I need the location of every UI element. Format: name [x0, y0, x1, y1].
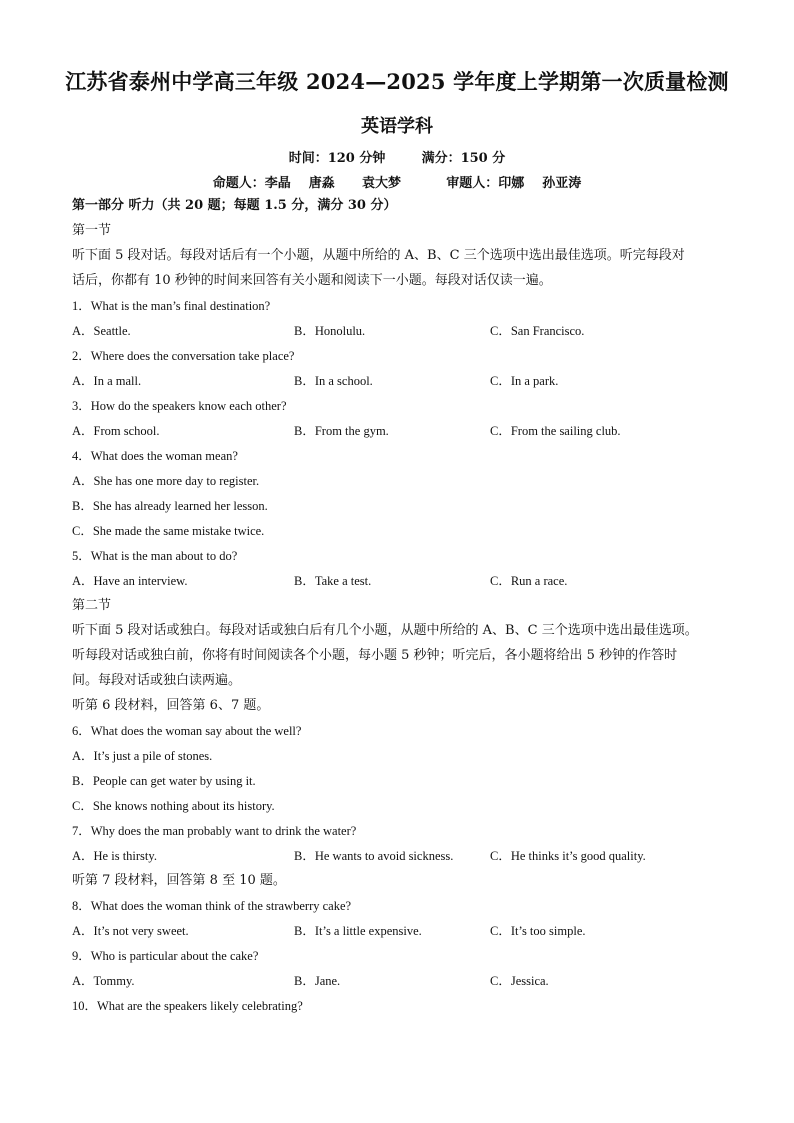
- material-6-note: 听第 6 段材料，回答第 6、7 题。: [72, 698, 270, 713]
- option-c: C．From the sailing club.: [490, 424, 621, 438]
- part1-heading: 第一部分 听力（共 20 题；每题 1.5 分，满分 30 分）: [72, 198, 397, 213]
- option-c: C．She made the same mistake twice.: [72, 524, 265, 538]
- option-a: A．It’s not very sweet.: [72, 924, 189, 938]
- authors-line: 命题人：李晶 唐淼 袁大梦 审题人：印娜 孙亚涛: [212, 176, 582, 191]
- option-c: C．Run a race.: [490, 574, 568, 588]
- question-3: 3．How do the speakers know each other?: [72, 399, 287, 413]
- option-c: C．In a park.: [490, 374, 559, 388]
- question-2: 2．Where does the conversation take place?: [72, 349, 295, 363]
- options-row-9: [72, 972, 732, 990]
- section2-instruction-line: 听每段对话或独白前，你将有时间阅读各个小题，每小题 5 秒钟；听完后，各小题将给出 5 秒钟的作答时: [72, 648, 678, 663]
- option-c: C．He thinks it’s good quality.: [490, 849, 646, 863]
- option-b: B．She has already learned her lesson.: [72, 499, 268, 513]
- question-7: 7．Why does the man probably want to drink the water?: [72, 824, 357, 838]
- options-row-5: [72, 572, 732, 590]
- option-a: A．Seattle.: [72, 324, 131, 338]
- option-b: B．He wants to avoid sickness.: [294, 849, 454, 863]
- material-7-note: 听第 7 段材料，回答第 8 至 10 题。: [72, 873, 286, 888]
- question-8: 8．What does the woman think of the strawberry cake?: [72, 899, 352, 913]
- question-10: 10．What are the speakers likely celebrating?: [72, 999, 303, 1013]
- question-9: 9．Who is particular about the cake?: [72, 949, 259, 963]
- option-c: C．San Francisco.: [490, 324, 585, 338]
- option-a: A．Have an interview.: [72, 574, 188, 588]
- subject-title: 英语学科: [361, 116, 433, 137]
- section1-instruction-line: 话后，你都有 10 秒钟的时间来回答有关小题和阅读下一小题。每段对话仅读一遍。: [72, 273, 552, 288]
- question-1: 1．What is the man’s final destination?: [72, 299, 271, 313]
- option-a: A．From school.: [72, 424, 160, 438]
- option-c: C．Jessica.: [490, 974, 549, 988]
- option-b: B．In a school.: [294, 374, 373, 388]
- option-b: B．It’s a little expensive.: [294, 924, 422, 938]
- options-row-2: [72, 372, 732, 390]
- option-c: C．It’s too simple.: [490, 924, 586, 938]
- section2-label: 第二节: [72, 598, 112, 613]
- section1-instruction-line: 听下面 5 段对话。每段对话后有一个小题，从题中所给的 A、B、C 三个选项中选出最佳选项。听完每段对: [72, 248, 685, 263]
- question-5: 5．What is the man about to do?: [72, 549, 238, 563]
- question-4: 4．What does the woman mean?: [72, 449, 238, 463]
- section2-instruction-line: 间。每段对话或独白读两遍。: [72, 673, 242, 688]
- option-a: A．It’s just a pile of stones.: [72, 749, 213, 763]
- options-row-1: [72, 322, 732, 340]
- question-6: 6．What does the woman say about the well?: [72, 724, 302, 738]
- option-a: A．Tommy.: [72, 974, 135, 988]
- option-b: B．People can get water by using it.: [72, 774, 256, 788]
- option-a: A．She has one more day to register.: [72, 474, 260, 488]
- section1-label: 第一节: [72, 223, 112, 238]
- option-b: B．From the gym.: [294, 424, 389, 438]
- option-b: B．Take a test.: [294, 574, 372, 588]
- section2-instruction-line: 听下面 5 段对话或独白。每段对话或独白后有几个小题，从题中所给的 A、B、C 三个选项中选出最佳选项。: [72, 623, 698, 638]
- options-row-7: [72, 847, 732, 865]
- option-a: A．In a mall.: [72, 374, 142, 388]
- option-a: A．He is thirsty.: [72, 849, 157, 863]
- options-row-8: [72, 922, 732, 940]
- option-b: B．Honolulu.: [294, 324, 366, 338]
- time-score-line: 时间：120 分钟 满分：150 分: [288, 151, 506, 166]
- option-c: C．She knows nothing about its history.: [72, 799, 275, 813]
- option-b: B．Jane.: [294, 974, 341, 988]
- options-row-3: [72, 422, 732, 440]
- exam-title: 江苏省泰州中学高三年级 2024—2025 学年度上学期第一次质量检测: [65, 69, 729, 94]
